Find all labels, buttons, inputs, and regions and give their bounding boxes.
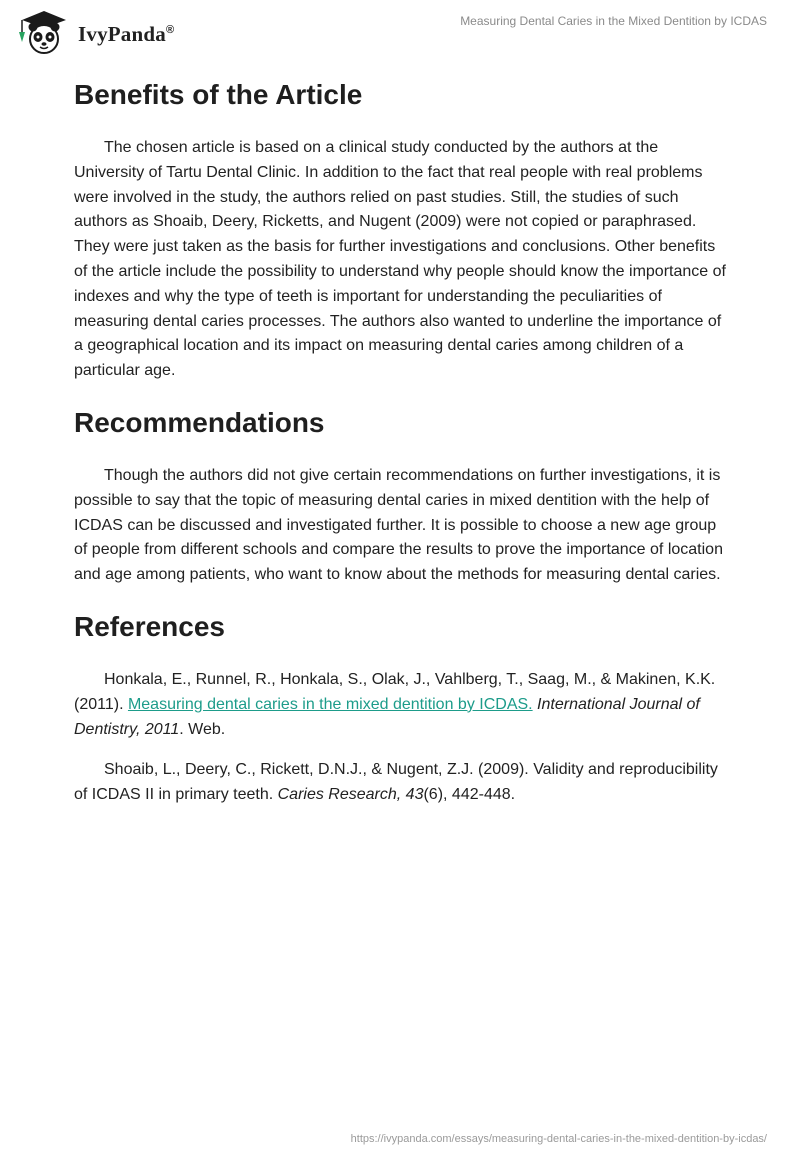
reference-tail: (6), 442-448. (423, 786, 516, 804)
logo-wordmark (78, 22, 174, 47)
panda-logo-icon (14, 8, 74, 56)
page-header (0, 0, 800, 64)
logo-text: IvyPanda (78, 22, 166, 46)
reference-journal: International Journal of Dentistry, 2011 (74, 695, 700, 738)
article-content (74, 70, 730, 808)
site-logo[interactable] (14, 8, 194, 56)
paragraph-benefits: The chosen article is based on a clinical study conducted by the authors at the University of Tartu Dental Clinic. In addition to the fact that real people with real problems were involved in the study, the authors relied on past studies. Still, the studies of such authors as Shoaib, Deery, Ricketts, and Nugent (2009) were not copied or paraphrased. They were just taken as the basis for further investigations and conclusions. Other benefits of the article include the possibility to understand why people should know the importance of indexes and why the type of teeth is important for understanding the peculiarities of measuring dental caries processes. The authors also wanted to underline the importance of a geographical location and its impact on measuring dental caries among children of a particular age. (74, 139, 726, 380)
reference-authors: Shoaib, L., Deery, C., Rickett, D.N.J., & Nugent, Z.J. (2009). Validity and reproducibility of ICDAS II in primary teeth. (74, 761, 718, 804)
reference-journal: Caries Research, 43 (277, 786, 424, 804)
reference-item (74, 668, 730, 742)
reference-tail: . Web. (179, 720, 226, 738)
reference-authors: Honkala, E., Runnel, R., Honkala, S., Olak, J., Vahlberg, T., Saag, M., & Makinen, K.K. (2011). (74, 670, 716, 713)
paragraph-recommendations: Though the authors did not give certain recommendations on further investigations, it is possible to say that the topic of measuring dental caries in mixed dentition with the help of ICDAS can be discussed and investigated further. It is possible to choose a new age group of people from different schools and compare the results to prove the importance of location and age among patients, who want to know about the methods for measuring dental caries. (74, 466, 723, 584)
heading-benefits: Benefits of the Article (74, 79, 363, 110)
heading-recommendations: Recommendations (74, 406, 325, 438)
footer-url: https://ivypanda.com/essays/measuring-dental-caries-in-the-mixed-dentition-by-icdas/ (350, 1133, 767, 1145)
document-title: Measuring Dental Caries in the Mixed Dentition by ICDAS (460, 14, 767, 28)
registered-mark: ® (165, 24, 175, 36)
reference-item (74, 758, 730, 808)
heading-references: References (74, 610, 225, 642)
reference-link[interactable]: Measuring dental caries in the mixed dentition by ICDAS. (127, 695, 533, 713)
